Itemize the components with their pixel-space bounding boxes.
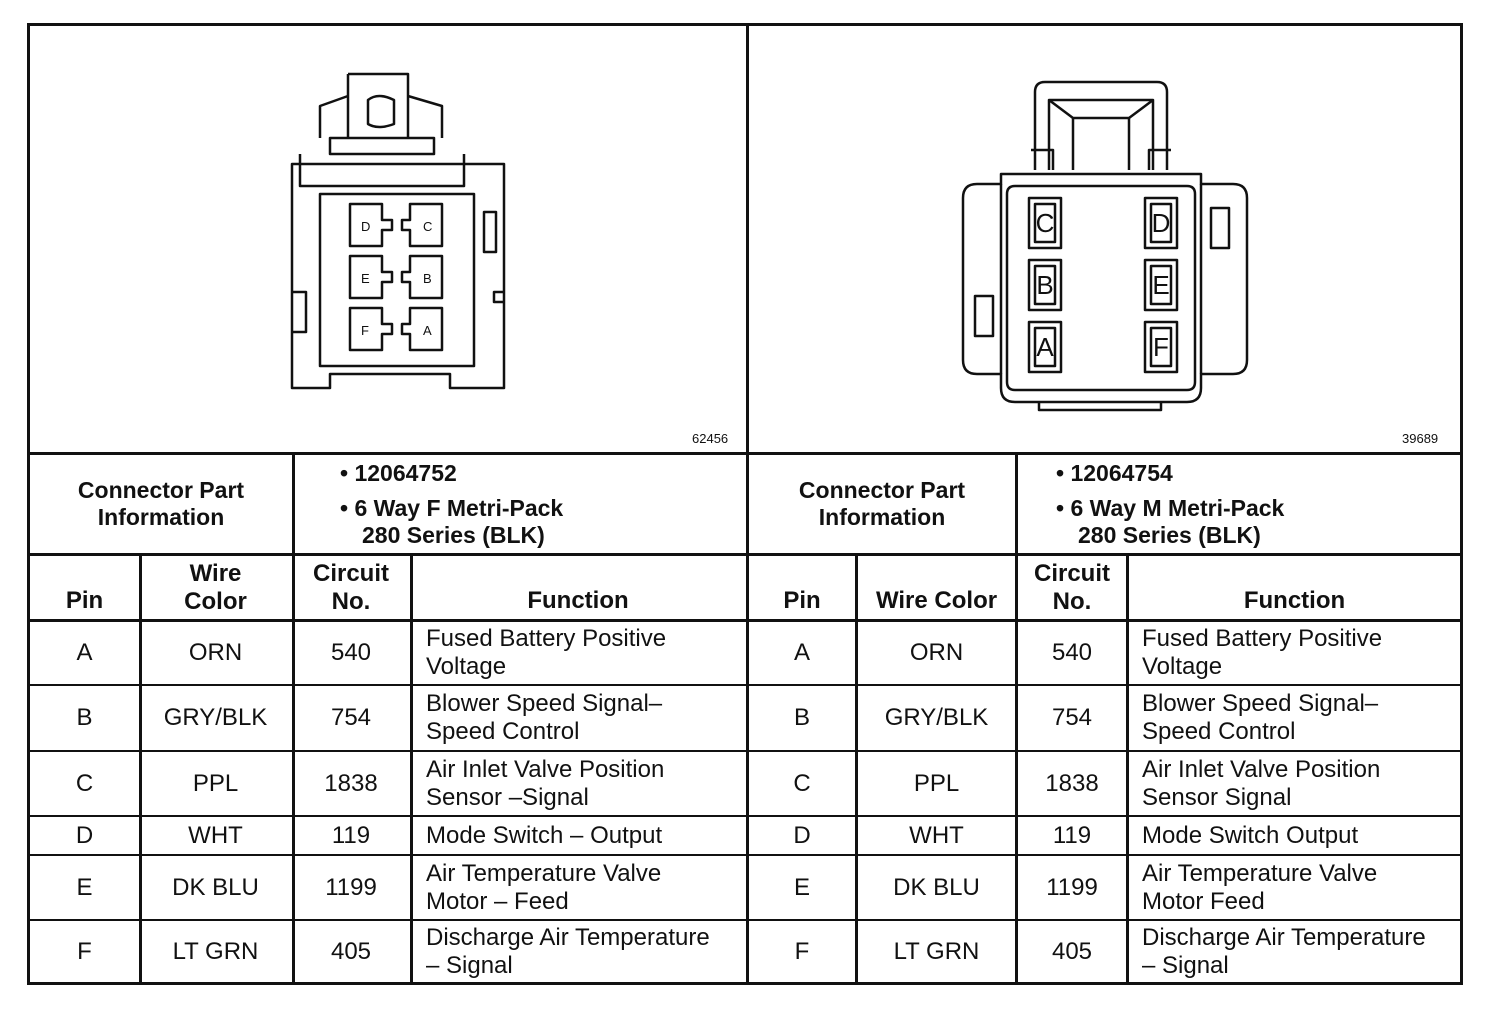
wire-color-cell: ORN [909, 639, 964, 666]
pin-cell: E [76, 873, 93, 901]
wire-color-cell: DK BLU [172, 873, 259, 901]
right-connector-section [749, 26, 1460, 982]
pin-cell: C [75, 769, 94, 797]
cavity-label: B [1036, 270, 1054, 300]
cavity-label: E [1152, 270, 1170, 300]
figure-id: 62456 [692, 431, 729, 446]
part-description: • 6 Way F Metri-Pack [340, 495, 564, 521]
info-divider [292, 452, 295, 556]
part-series: 280 Series (BLK) [362, 522, 545, 548]
part-number: • 12064754 [1056, 460, 1173, 486]
wire-color-cell: WHT [188, 821, 243, 849]
connector-part-info-label [749, 455, 1015, 553]
function-cell: Blower Speed Signal– Speed Control [426, 690, 663, 745]
header-function: Function [1243, 587, 1346, 614]
function-cell: Air Inlet Valve Position Sensor Signal [1142, 755, 1381, 811]
function-cell: Mode Switch Output [1142, 821, 1359, 849]
info-label-line: Information [97, 504, 225, 530]
pin-cell: E [793, 873, 810, 901]
pin-cell: D [793, 821, 811, 849]
figure-id: 39689 [1402, 431, 1439, 446]
info-label-line: Connector Part [77, 477, 245, 503]
pin-cell: A [793, 639, 810, 666]
cavity-label: D [1151, 208, 1171, 238]
cavity-label: A [1036, 332, 1054, 362]
cavity-label: D [361, 219, 371, 234]
function-cell: Discharge Air Temperature – Signal [426, 923, 710, 979]
function-cell: Air Temperature Valve Motor – Feed [426, 859, 662, 915]
pin-cell: C [793, 769, 811, 797]
header-wire-color: Wire Color [184, 559, 247, 615]
info-divider [1015, 452, 1018, 556]
header-circuit-no: Circuit No. [312, 559, 389, 615]
circuit-cell: 754 [330, 704, 372, 731]
pin-cell: A [76, 639, 93, 666]
function-cell: Fused Battery Positive Voltage [426, 625, 667, 680]
circuit-cell: 540 [1051, 639, 1093, 666]
female-connector-drawing [30, 26, 746, 452]
function-cell: Blower Speed Signal– Speed Control [1142, 690, 1379, 745]
wire-color-cell: GRY/BLK [163, 704, 268, 731]
cavity-label: F [361, 323, 369, 338]
pin-cell: B [76, 704, 93, 731]
info-label-line: Information [818, 504, 946, 530]
cavity-label: A [423, 323, 432, 338]
circuit-cell: 540 [330, 639, 372, 666]
part-series: 280 Series (BLK) [1078, 522, 1261, 548]
pin-cell: F [77, 937, 92, 965]
male-connector-drawing [749, 26, 1460, 452]
header-pin: Pin [65, 587, 104, 614]
circuit-cell: 119 [331, 821, 371, 849]
wire-color-cell: LT GRN [172, 937, 259, 965]
circuit-cell: 754 [1051, 704, 1093, 731]
function-cell: Discharge Air Temperature – Signal [1142, 923, 1426, 979]
wire-color-cell: GRY/BLK [884, 704, 989, 731]
wire-color-cell: PPL [192, 769, 239, 797]
function-cell: Air Temperature Valve Motor Feed [1142, 859, 1378, 915]
left-connector-section [30, 26, 746, 982]
circuit-cell: 405 [330, 937, 372, 965]
wire-color-cell: DK BLU [893, 873, 980, 901]
cavity-label: E [361, 271, 370, 286]
wire-color-cell: LT GRN [893, 937, 980, 965]
circuit-cell: 1199 [325, 873, 377, 901]
circuit-cell: 119 [1052, 821, 1092, 849]
header-pin: Pin [783, 587, 821, 614]
circuit-cell: 405 [1051, 937, 1093, 965]
header-function: Function [527, 587, 629, 614]
function-cell: Air Inlet Valve Position Sensor –Signal [426, 755, 665, 811]
wire-color-cell: PPL [913, 769, 960, 797]
cavity-label: F [1153, 332, 1169, 362]
wire-color-cell: ORN [188, 639, 243, 666]
cavity-label: C [423, 219, 433, 234]
cavity-label: C [1035, 208, 1055, 238]
circuit-cell: 1199 [1046, 873, 1098, 901]
function-cell: Fused Battery Positive Voltage [1142, 625, 1383, 680]
connector-chart-frame [27, 23, 1463, 985]
header-wire-color: Wire Color [875, 587, 998, 614]
pin-cell: F [794, 937, 810, 965]
header-circuit-no: Circuit No. [1033, 559, 1110, 615]
circuit-cell: 1838 [324, 769, 378, 797]
circuit-cell: 1838 [1045, 769, 1099, 797]
pin-cell: D [75, 821, 94, 849]
info-label-line: Connector Part [798, 477, 966, 503]
pin-cell: B [793, 704, 810, 731]
function-cell: Mode Switch – Output [426, 821, 663, 849]
part-description: • 6 Way M Metri-Pack [1056, 495, 1285, 521]
part-number: • 12064752 [340, 460, 457, 486]
connector-part-info-label [30, 455, 292, 553]
cavity-label: B [423, 271, 432, 286]
wire-color-cell: WHT [909, 821, 964, 849]
